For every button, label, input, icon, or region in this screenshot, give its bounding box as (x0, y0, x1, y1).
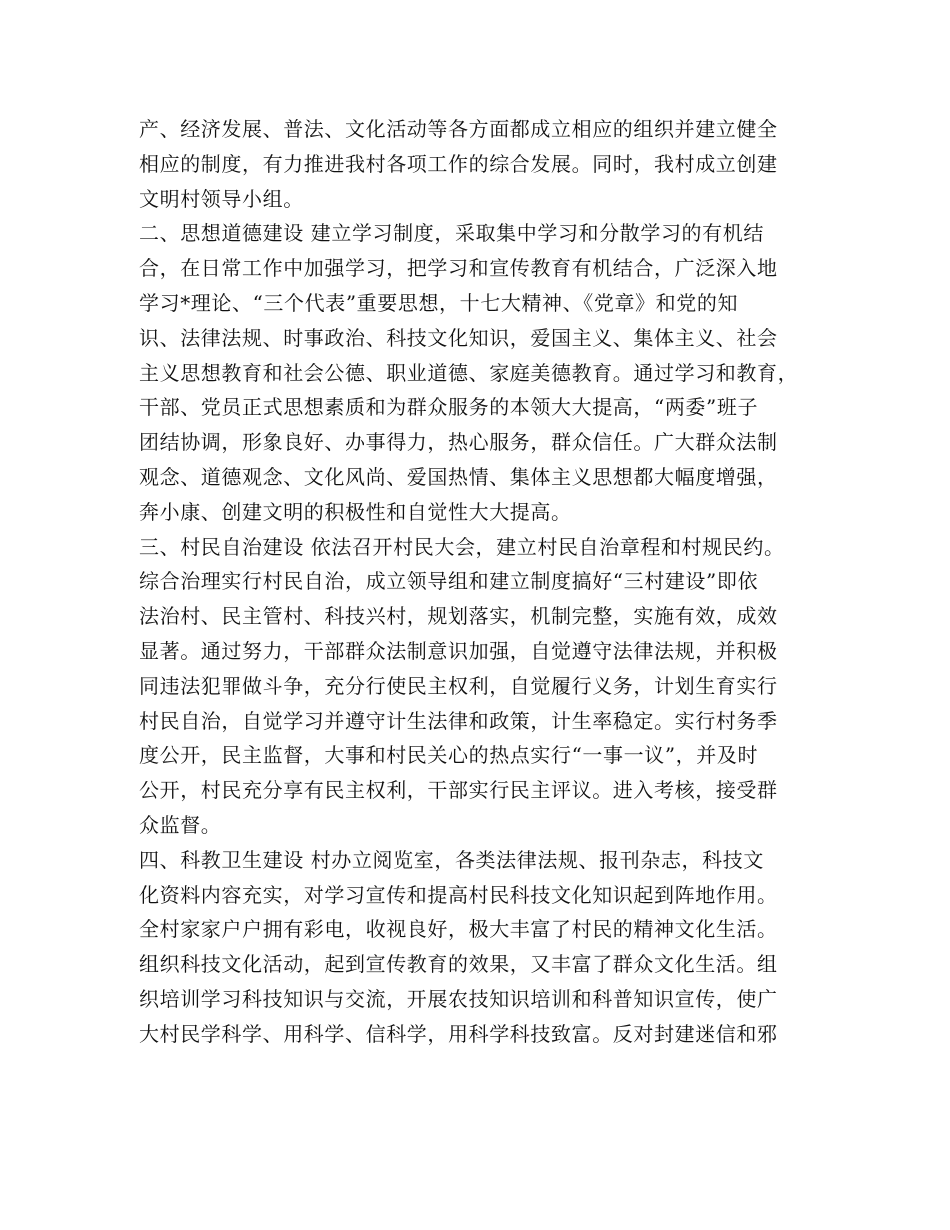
text-line: 村民自治，自觉学习并遵守计生法律和政策，计生率稳定。实行村务季 (139, 708, 778, 733)
text-line: 全村家家户户拥有彩电，收视良好，极大丰富了村民的精神文化生活。 (139, 917, 778, 942)
text-line: 合，在日常工作中加强学习，把学习和宣传教育有机结合，广泛深入地 (139, 256, 778, 281)
text-line: 相应的制度，有力推进我村各项工作的综合发展。同时，我村成立创建 (139, 151, 778, 176)
text-line: 学习*理论、“三个代表”重要思想，十七大精神、《党章》和党的知 (139, 290, 739, 315)
text-line: 织培训学习科技知识与交流，开展农技知识培训和科普知识宣传，使广 (139, 986, 778, 1011)
text-line: 奔小康、创建文明的积极性和自觉性大大提高。 (139, 499, 572, 524)
text-line: 组织科技文化活动，起到宣传教育的效果，又丰富了群众文化生活。组 (139, 952, 778, 977)
text-line: 公开，村民充分享有民主权利，干部实行民主评议。进入考核，接受群 (139, 778, 778, 803)
text-line: 干部、党员正式思想素质和为群众服务的本领大大提高，“两委”班子 (139, 395, 759, 420)
section-heading-line: 三、村民自治建设 依法召开村民大会，建立村民自治章程和村规民约。 (139, 534, 785, 559)
text-line: 观念、道德观念、文化风尚、爱国热情、集体主义思想都大幅度增强， (139, 464, 778, 489)
text-line: 识、法律法规、时事政治、科技文化知识，爱国主义、集体主义、社会 (139, 325, 778, 350)
section-heading-line: 二、思想道德建设 建立学习制度，采取集中学习和分散学习的有机结 (139, 221, 764, 246)
document-body (139, 112, 829, 1052)
text-line: 度公开，民主监督，大事和村民关心的热点实行“一事一议”，并及时 (139, 743, 759, 768)
text-line: 众监督。 (139, 812, 222, 837)
text-line: 文明村领导小组。 (139, 186, 304, 211)
text-line: 法治村、民主管村、科技兴村，规划落实，机制完整，实施有效，成效 (139, 604, 778, 629)
text-line: 化资料内容充实，对学习宣传和提高村民科技文化知识起到阵地作用。 (139, 882, 778, 907)
section-heading-line: 四、科教卫生建设 村办立阅览室，各类法律法规、报刊杂志，科技文 (139, 847, 764, 872)
text-line: 主义思想教育和社会公德、职业道德、家庭美德教育。通过学习和教育， (139, 360, 799, 385)
text-line: 综合治理实行村民自治，成立领导组和建立制度搞好“三村建设”即依 (139, 569, 759, 594)
text-line: 团结协调，形象良好、办事得力，热心服务，群众信任。广大群众法制 (139, 430, 778, 455)
text-line: 同违法犯罪做斗争，充分行使民主权利，自觉履行义务，计划生育实行 (139, 673, 778, 698)
text-line: 显著。通过努力，干部群众法制意识加强，自觉遵守法律法规，并积极 (139, 638, 778, 663)
text-line: 大村民学科学、用科学、信科学，用科学科技致富。反对封建迷信和邪 (139, 1021, 778, 1046)
text-line: 产、经济发展、普法、文化活动等各方面都成立相应的组织并建立健全 (139, 117, 778, 141)
